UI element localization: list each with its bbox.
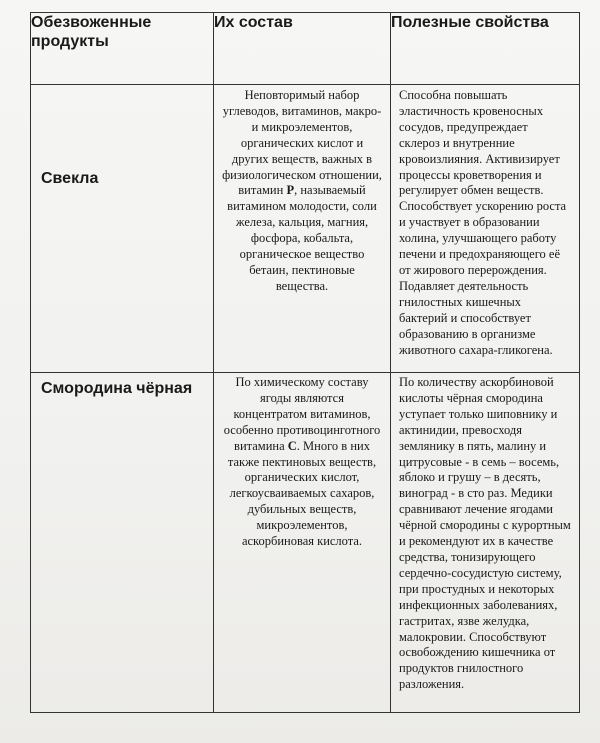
composition-part: . Много в них также пектиновых веществ, органических кислот, легкоусваиваемых сахаров, дубильных веществ, микроэлементов, аскорбиновая кислота. [227, 438, 377, 549]
properties-cell [391, 85, 580, 373]
products-table [30, 12, 580, 713]
vitamin-name: Р [286, 183, 295, 198]
product-cell [31, 373, 214, 713]
composition-part: По химическому составу ягоды являются концентратом витаминов, особенно противоцинготного витамина [223, 375, 381, 453]
composition-part: Неповторимый набор углеводов, витаминов, макро- и микроэлементов, органических кислот и других веществ, важных в физиологическом отношении, витамин [222, 88, 382, 198]
table-header-row [31, 13, 580, 85]
composition-cell [214, 373, 391, 713]
properties-cell [391, 373, 580, 713]
table-row [31, 85, 580, 373]
vitamin-name: С [287, 438, 297, 453]
properties-text: Способна повышать эластичность кровеносных сосудов, предупреждает склероз и внутренние кровоизлияния. Активизирует процессы кроветворения и регулирует обмен веществ. Способствует ускорению роста и участвует в образовании холина, улучшающего работу печени и предохраняющего её от жирового перерождения. Подавляет деятельность гнилостных кишечных бактерий и способствует образованию в организме животного сахара-гликогена. [399, 88, 567, 357]
table-row [31, 373, 580, 713]
composition-text [214, 85, 390, 295]
composition-text [214, 373, 390, 550]
product-name: Свекла [41, 170, 99, 187]
product-name: Смородина чёрная [41, 380, 193, 397]
header-composition: Их состав [214, 13, 391, 85]
properties-text: По количеству аскорбиновой кислоты чёрная смородина уступает только шиповнику и актинидии, превосходя землянику в пять, малину и цитрусовые - в семь – восемь, яблоко и грушу – в десять, виноград - в сто раз. Медики сравнивают лечение ягодами чёрной смородины с курортным и рекомендуют их в качестве средства, тонизирующего сердечно-сосудистую систему, при простудных и некоторых инфекционных заболеваниях, гастритах, язве желудка, малокровии. Способствуют освобождению кишечника от продуктов гнилостного разложения. [399, 375, 571, 692]
header-properties: Полезные свойства [391, 13, 580, 85]
header-products: Обезвоженные продукты [31, 13, 214, 85]
product-cell [31, 85, 214, 373]
composition-cell [214, 85, 391, 373]
composition-part: , называемый витамином молодости, соли железа, кальция, магния, фосфора, кобальта, органическое вещество бетаин, пектиновые вещества. [227, 183, 377, 293]
